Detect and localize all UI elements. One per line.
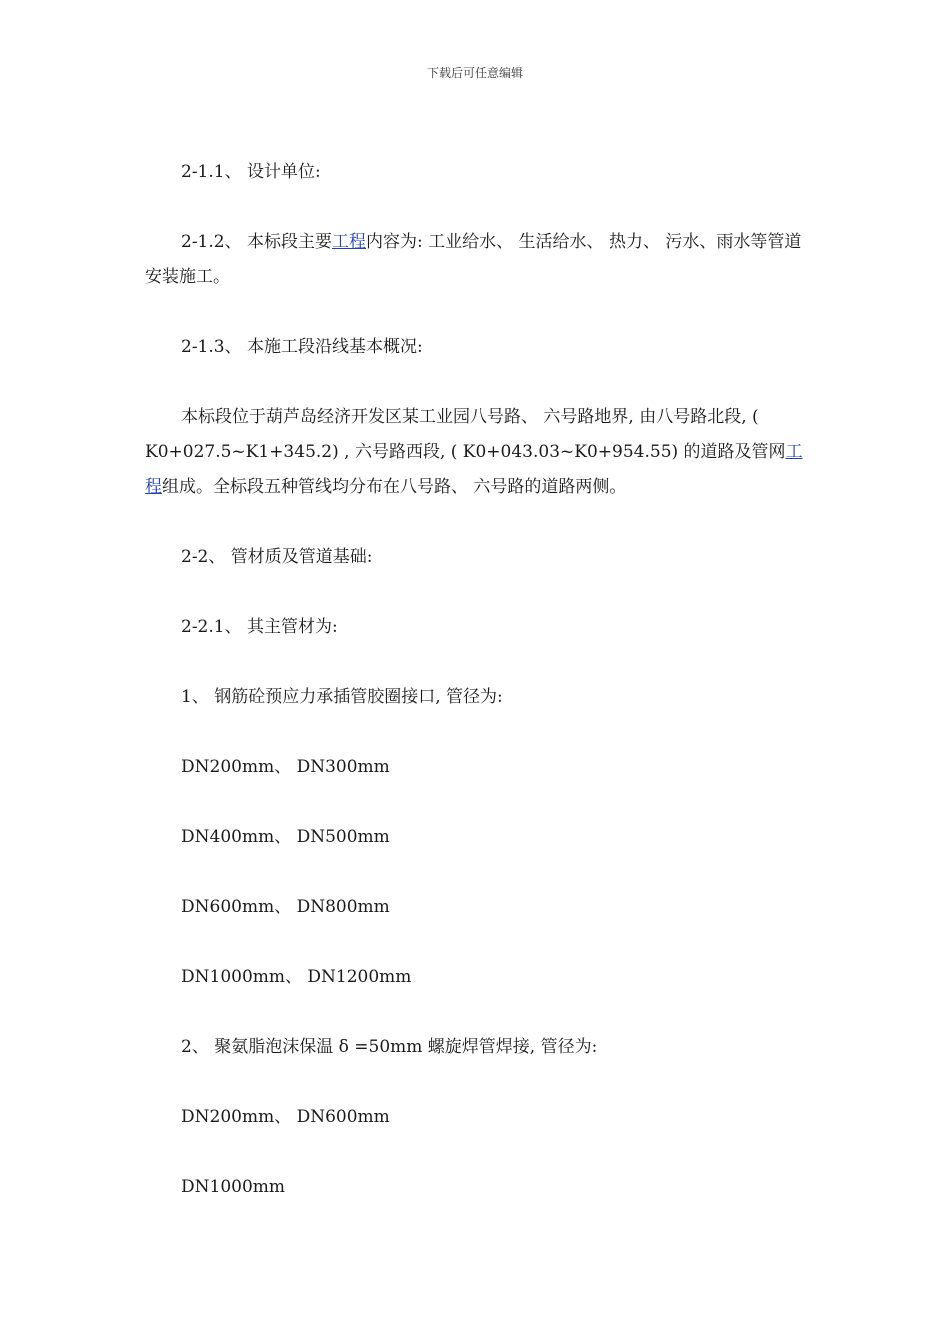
item-1-sizes-row: DN1000mm、 DN1200mm (181, 967, 412, 987)
page-header: 下载后可任意编辑 (426, 66, 523, 80)
overview-text-b: 组成。全标段五种管线均分布在八号路、 六号路的道路两侧。 (162, 477, 627, 497)
engineering-link-2[interactable]: 工程 (145, 442, 803, 497)
item-1-heading: 1、 钢筋砼预应力承插管胶圈接口, 管径为: (181, 687, 503, 707)
item-1-sizes-row: DN600mm、 DN800mm (181, 897, 390, 917)
section-2-1-2-text-a: 2-1.2、 本标段主要 (181, 232, 332, 252)
section-2-1-2 (145, 225, 810, 295)
section-2-2: 2-2、 管材质及管道基础: (181, 547, 373, 567)
section-2-1-1: 2-1.1、 设计单位: (181, 162, 321, 182)
item-1-sizes-row: DN200mm、 DN300mm (181, 757, 390, 777)
item-1-sizes-row: DN400mm、 DN500mm (181, 827, 390, 847)
section-2-1-3: 2-1.3、 本施工段沿线基本概况: (181, 337, 423, 357)
section-2-2-1: 2-2.1、 其主管材为: (181, 617, 338, 637)
document-body (145, 155, 810, 1240)
overview-paragraph (145, 400, 810, 505)
overview-text-a: 本标段位于葫芦岛经济开发区某工业园八号路、 六号路地界, 由八号路北段, ( K0+027.5~K1+345.2) , 六号路西段, ( K0+043.03~K0+954.55) 的道路及管网 (145, 407, 786, 462)
item-2-sizes-row: DN1000mm (181, 1177, 286, 1197)
item-2-sizes-row: DN200mm、 DN600mm (181, 1107, 390, 1127)
section-2-1-2-text-b: 内容为: 工业给水、 生活给水、 热力、 污水、雨水等管道安装施工。 (145, 232, 802, 287)
engineering-link[interactable]: 工程 (332, 232, 366, 252)
item-2-heading: 2、 聚氨脂泡沫保温 δ =50mm 螺旋焊管焊接, 管径为: (181, 1037, 598, 1057)
